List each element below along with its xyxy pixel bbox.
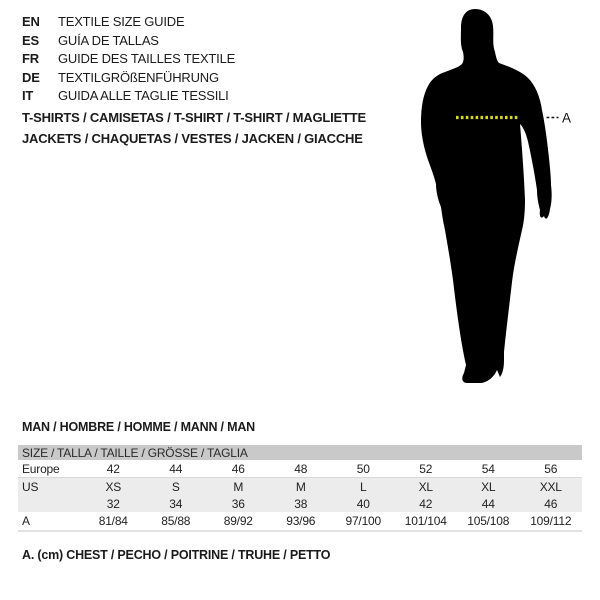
size-cell: 36 — [207, 495, 270, 512]
size-row-us-letters — [18, 478, 582, 496]
size-cell: 54 — [457, 460, 520, 478]
measurement-footnote: A. (cm) CHEST / PECHO / POITRINE / TRUHE / PETTO — [22, 548, 331, 562]
lang-code: EN — [22, 14, 40, 29]
size-cell: 44 — [145, 460, 208, 478]
lang-code: FR — [22, 51, 39, 67]
size-row-chest-a — [18, 512, 582, 531]
size-cell: 97/100 — [332, 512, 395, 531]
lang-label: TEXTILGRÖßENFÜHRUNG — [58, 69, 219, 85]
lang-code: DE — [22, 69, 40, 85]
size-cell: M — [207, 478, 270, 496]
size-cell: XXL — [520, 478, 583, 496]
size-cell: 50 — [332, 460, 395, 478]
size-cell: 93/96 — [270, 512, 333, 531]
size-cell: S — [145, 478, 208, 496]
size-cell: 34 — [145, 495, 208, 512]
lang-label: TEXTILE SIZE GUIDE — [58, 14, 185, 29]
size-cell: 46 — [520, 495, 583, 512]
man-silhouette-figure — [400, 0, 580, 400]
size-cell: L — [332, 478, 395, 496]
size-cell: XS — [82, 478, 145, 496]
row-label: A — [18, 512, 82, 531]
lang-code: ES — [22, 32, 39, 48]
lang-label: GUÍA DE TALLAS — [58, 32, 159, 48]
size-cell: 44 — [457, 495, 520, 512]
lang-label: GUIDA ALLE TAGLIE TESSILI — [58, 88, 229, 104]
size-cell: 52 — [395, 460, 458, 478]
size-cell: 38 — [270, 495, 333, 512]
size-table-header-row — [18, 445, 582, 460]
size-cell: 81/84 — [82, 512, 145, 531]
size-table-header: SIZE / TALLA / TAILLE / GRÖSSE / TAGLIA — [18, 445, 582, 460]
row-label: US — [18, 478, 82, 496]
man-silhouette-shape — [421, 9, 552, 383]
measure-label-a: A — [562, 110, 571, 126]
size-cell: 89/92 — [207, 512, 270, 531]
section-title-man: MAN / HOMBRE / HOMME / MANN / MAN — [22, 420, 255, 434]
lang-code: IT — [22, 88, 34, 104]
lang-row-es — [22, 32, 235, 51]
size-cell: 46 — [207, 460, 270, 478]
category-line-jackets: JACKETS / CHAQUETAS / VESTES / JACKEN / GIACCHE — [22, 131, 363, 146]
size-cell: XL — [395, 478, 458, 496]
size-cell: 32 — [82, 495, 145, 512]
size-row-europe — [18, 460, 582, 478]
lang-row-it — [22, 87, 235, 106]
size-cell: 42 — [82, 460, 145, 478]
size-cell: 109/112 — [520, 512, 583, 531]
lang-label: GUIDE DES TAILLES TEXTILE — [58, 51, 236, 67]
size-cell: 85/88 — [145, 512, 208, 531]
size-cell: 42 — [395, 495, 458, 512]
category-title-block — [22, 107, 366, 149]
row-label: Europe — [18, 460, 82, 478]
size-cell: M — [270, 478, 333, 496]
size-cell: XL — [457, 478, 520, 496]
lang-row-fr — [22, 50, 235, 69]
category-line-tshirts: T-SHIRTS / CAMISETAS / T-SHIRT / T-SHIRT / MAGLIETTE — [22, 110, 366, 125]
size-cell: 48 — [270, 460, 333, 478]
language-guide-list — [22, 13, 235, 106]
size-cell: 101/104 — [395, 512, 458, 531]
size-row-us-numbers — [18, 495, 582, 512]
size-cell: 56 — [520, 460, 583, 478]
size-cell: 40 — [332, 495, 395, 512]
row-label — [18, 495, 82, 512]
lang-row-de — [22, 69, 235, 88]
size-cell: 105/108 — [457, 512, 520, 531]
lang-row-en — [22, 13, 235, 32]
size-table — [18, 445, 582, 532]
